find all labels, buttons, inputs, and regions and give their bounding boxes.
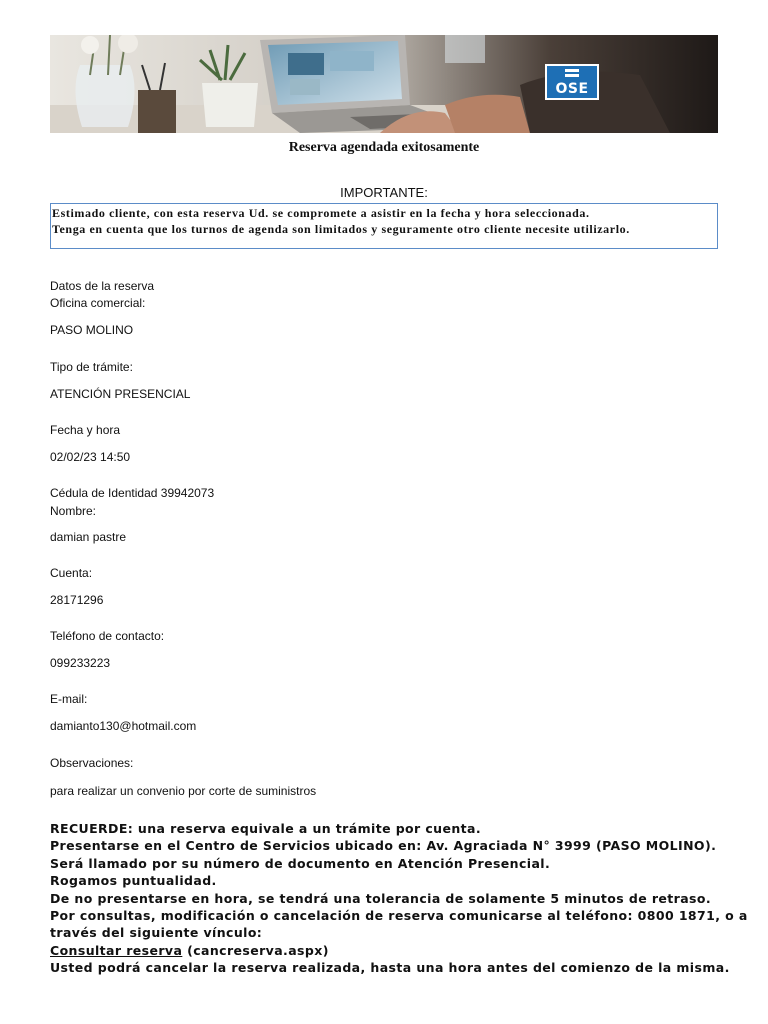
reminder-line-3: Será llamado por su número de documento en Atención Presencial. xyxy=(50,855,551,871)
procedure-value: ATENCIÓN PRESENCIAL xyxy=(50,387,191,401)
banner-photo xyxy=(50,35,718,133)
office-label: Oficina comercial: xyxy=(50,296,146,310)
important-label: IMPORTANTE: xyxy=(340,185,428,200)
important-line-1: Estimado cliente, con esta reserva Ud. se compromete a asistir en la fecha y hora seleccionada. xyxy=(52,206,590,220)
phone-label: Teléfono de contacto: xyxy=(50,629,165,643)
ose-logo-text: OSE xyxy=(555,81,589,97)
datetime-label: Fecha y hora xyxy=(50,423,121,437)
notes-value: para realizar un convenio por corte de suministros xyxy=(50,784,317,798)
id-value: 39942073 xyxy=(160,486,215,500)
id-row xyxy=(50,486,214,501)
name-label: Nombre: xyxy=(50,504,97,518)
reservation-section-title: Datos de la reserva xyxy=(50,279,155,293)
ose-logo xyxy=(545,64,599,100)
reminder-line-2: Presentarse en el Centro de Servicios ubicado en: Av. Agraciada N° 3999 (PASO MOLINO). xyxy=(50,838,717,854)
datetime-value: 02/02/23 14:50 xyxy=(50,450,131,464)
important-notice xyxy=(50,203,718,249)
account-label: Cuenta: xyxy=(50,566,93,580)
page-title: Reserva agendada exitosamente xyxy=(288,140,480,155)
important-line-2: Tenga en cuenta que los turnos de agenda son limitados y seguramente otro cliente necesite utilizarlo. xyxy=(52,222,630,236)
email-label: E-mail: xyxy=(50,692,88,706)
header-banner xyxy=(50,35,718,133)
email-value: damianto130@hotmail.com xyxy=(50,719,197,733)
consultar-reserva-link[interactable]: Consultar reserva xyxy=(50,942,183,958)
reminder-line-5: De no presentarse en hora, se tendrá una tolerancia de solamente 5 minutos de retraso. xyxy=(50,890,712,906)
reminder-block xyxy=(50,820,748,977)
name-value: damian pastre xyxy=(50,530,127,544)
reminder-line-8: Usted podrá cancelar la reserva realizada, hasta una hora antes del comienzo de la misma. xyxy=(50,960,730,976)
phone-value: 099233223 xyxy=(50,656,111,670)
ose-logo-mark xyxy=(565,69,579,77)
reminder-line-4: Rogamos puntualidad. xyxy=(50,873,217,889)
procedure-label: Tipo de trámite: xyxy=(50,360,133,374)
link-suffix: (cancreserva.aspx) xyxy=(182,942,329,958)
account-value: 28171296 xyxy=(50,593,104,607)
office-value: PASO MOLINO xyxy=(50,323,134,337)
reminder-line-6: Por consultas, modificación o cancelación de reserva comunicarse al teléfono: 0800 1871, o a xyxy=(50,908,748,924)
notes-label: Observaciones: xyxy=(50,756,134,770)
reminder-link-row xyxy=(50,942,730,959)
reminder-line-1: RECUERDE: una reserva equivale a un trámite por cuenta. xyxy=(50,821,481,836)
reminder-line-7: través del siguiente vínculo: xyxy=(50,925,263,941)
id-label: Cédula de Identidad xyxy=(50,486,158,500)
